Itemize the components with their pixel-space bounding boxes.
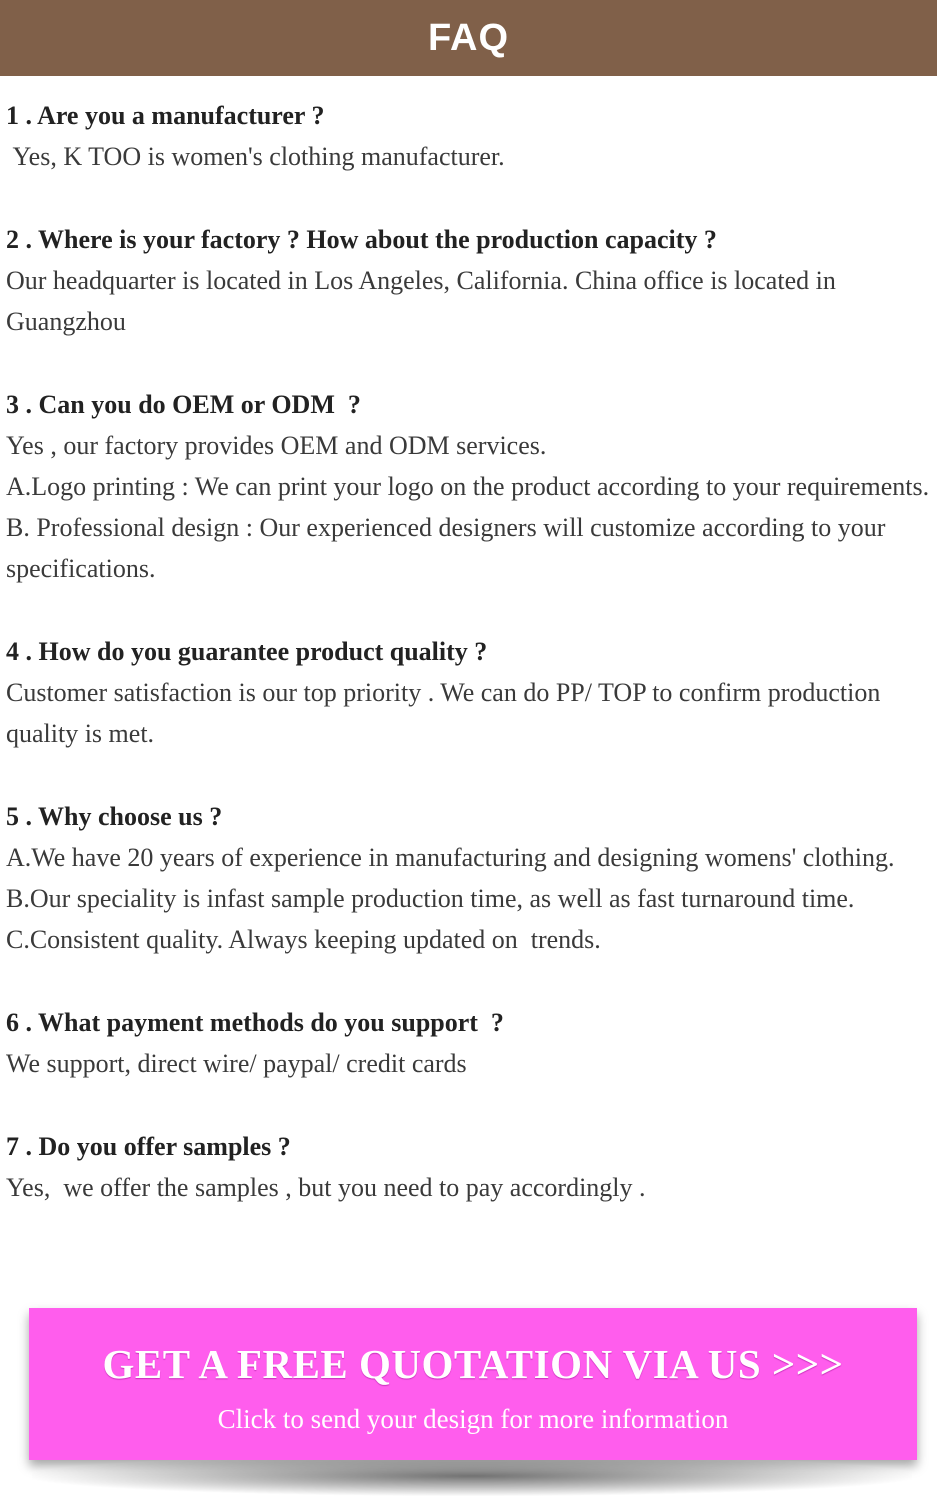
faq-answer: A.We have 20 years of experience in manufacturing and designing womens' clothing. B.Our speciality is infast sample production time, as well as fast turnaround time. C.Consistent quality. Always keeping updated on trends.: [6, 843, 895, 954]
faq-item-2: [6, 219, 934, 342]
faq-question: 7 . Do you offer samples ?: [6, 1132, 291, 1161]
faq-question: 4 . How do you guarantee product quality ?: [6, 637, 488, 666]
faq-answer: Our headquarter is located in Los Angeles, California. China office is located in Guangzhou: [6, 266, 843, 336]
free-quotation-button[interactable]: [29, 1308, 917, 1460]
faq-list: [6, 95, 934, 1250]
faq-answer: We support, direct wire/ paypal/ credit cards: [6, 1049, 467, 1078]
quotation-button-subtitle: Click to send your design for more information: [217, 1404, 729, 1434]
faq-answer: Yes , our factory provides OEM and ODM services. A.Logo printing : We can print your logo on the product according to your requirements. B. Professional design : Our experienced designers will customize according to your specifications.: [6, 431, 930, 583]
faq-question: 3 . Can you do OEM or ODM ?: [6, 390, 361, 419]
quotation-banner: [22, 1306, 920, 1502]
faq-question: 2 . Where is your factory ? How about the production capacity ?: [6, 225, 717, 254]
faq-item-7: [6, 1126, 934, 1208]
faq-question: 1 . Are you a manufacturer ?: [6, 101, 325, 130]
faq-item-4: [6, 631, 934, 754]
faq-answer: Customer satisfaction is our top priority . We can do PP/ TOP to confirm production quality is met.: [6, 678, 887, 748]
page-title: FAQ: [427, 16, 510, 59]
faq-header: [0, 0, 937, 76]
faq-question: 6 . What payment methods do you support ?: [6, 1008, 504, 1037]
faq-item-5: [6, 796, 934, 960]
faq-item-6: [6, 1002, 934, 1084]
faq-answer: Yes, we offer the samples , but you need to pay accordingly .: [6, 1173, 646, 1202]
faq-question: 5 . Why choose us ?: [6, 802, 223, 831]
faq-item-1: [6, 95, 934, 177]
faq-answer: Yes, K TOO is women's clothing manufacturer.: [6, 142, 505, 171]
quotation-button-title: GET A FREE QUOTATION VIA US >>>: [102, 1341, 844, 1387]
faq-item-3: [6, 384, 934, 589]
banner-shadow: [32, 1456, 912, 1496]
